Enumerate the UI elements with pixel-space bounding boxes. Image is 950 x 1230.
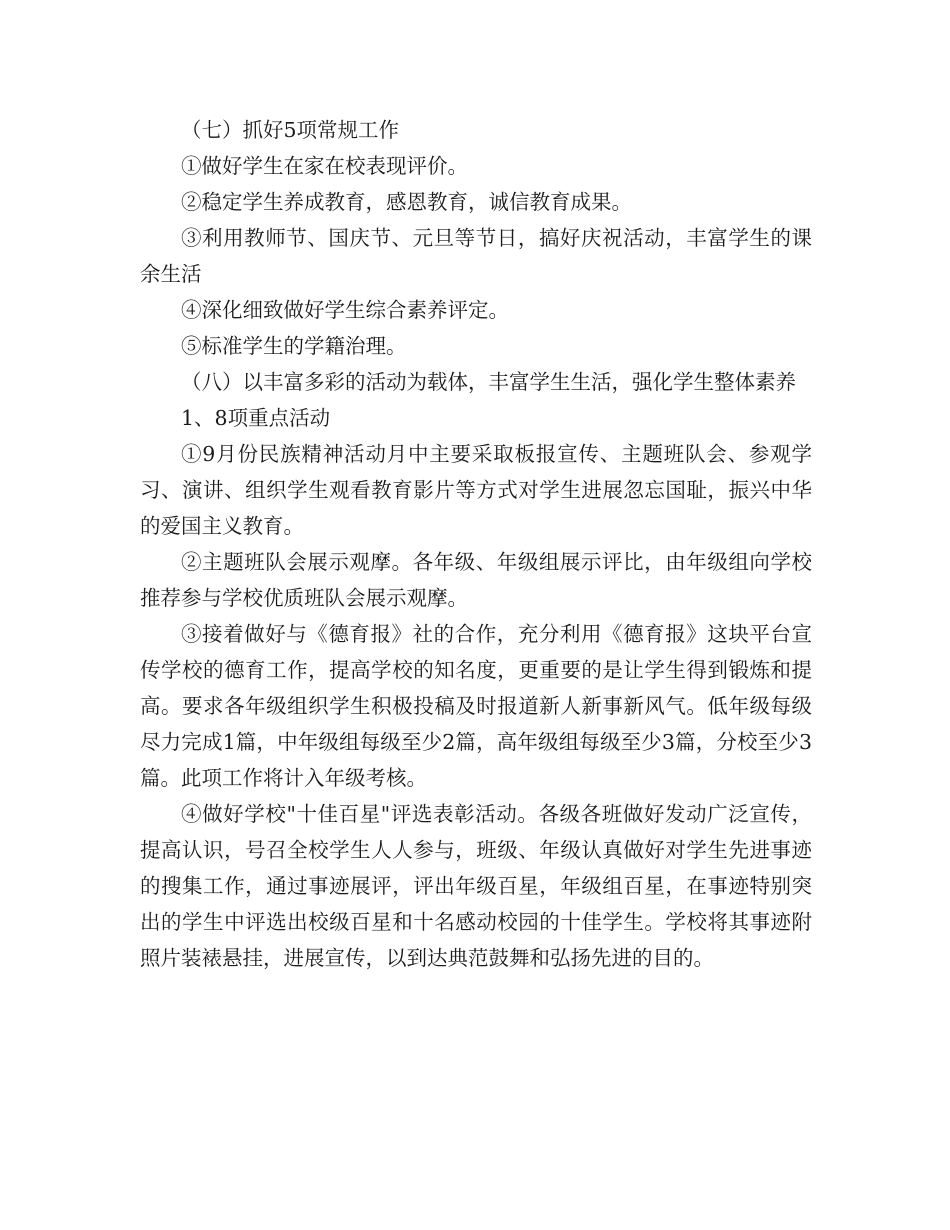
- list-item: ⑤标准学生的学籍治理。: [181, 334, 407, 358]
- activity-paragraph: ③接着做好与《德育报》社的合作，充分利用《德育报》这块平台宣传学校的德育工作，提高学校的知名度，更重要的是让学生得到锻炼和提高。要求各年级组织学生积极投稿及时报道新人新事新风气。低年级每级尽力完成1篇，中年级组每级至少2篇，高年级组每级至少3篇，分校至少3篇。此项工作将计入年级考核。: [140, 622, 812, 790]
- subheading: 1、8项重点活动: [181, 406, 331, 430]
- list-item: ①做好学生在家在校表现评价。: [181, 154, 468, 178]
- activity-paragraph: ④做好学校"十佳百星"评选表彰活动。各级各班做好发动广泛宣传，提高认识，号召全校学生人人参与，班级、年级认真做好对学生先进事迹的搜集工作，通过事迹展评，评出年级百星，年级组百星，在事迹特别突出的学生中评选出校级百星和十名感动校园的十佳学生。学校将其事迹附照片装裱悬挂，进展宣传，以到达典范鼓舞和弘扬先进的目的。: [140, 802, 812, 970]
- document-body: [140, 112, 812, 976]
- activity-paragraph: ①9月份民族精神活动月中主要采取板报宣传、主题班队会、参观学习、演讲、组织学生观看教育影片等方式对学生进展忽忘国耻，振兴中华的爱国主义教育。: [140, 442, 812, 538]
- activity-paragraph: ②主题班队会展示观摩。各年级、年级组展示评比，由年级组向学校推荐参与学校优质班队会展示观摩。: [140, 550, 812, 610]
- section-heading-8: （八）以丰富多彩的活动为载体，丰富学生生活，强化学生整体素养: [181, 370, 796, 394]
- list-item: ③利用教师节、国庆节、元旦等节日，搞好庆祝活动，丰富学生的课余生活: [140, 226, 812, 286]
- list-item: ④深化细致做好学生综合素养评定。: [181, 298, 509, 322]
- list-item: ②稳定学生养成教育，感恩教育，诚信教育成果。: [181, 190, 632, 214]
- section-heading-7: （七）抓好5项常规工作: [181, 118, 400, 142]
